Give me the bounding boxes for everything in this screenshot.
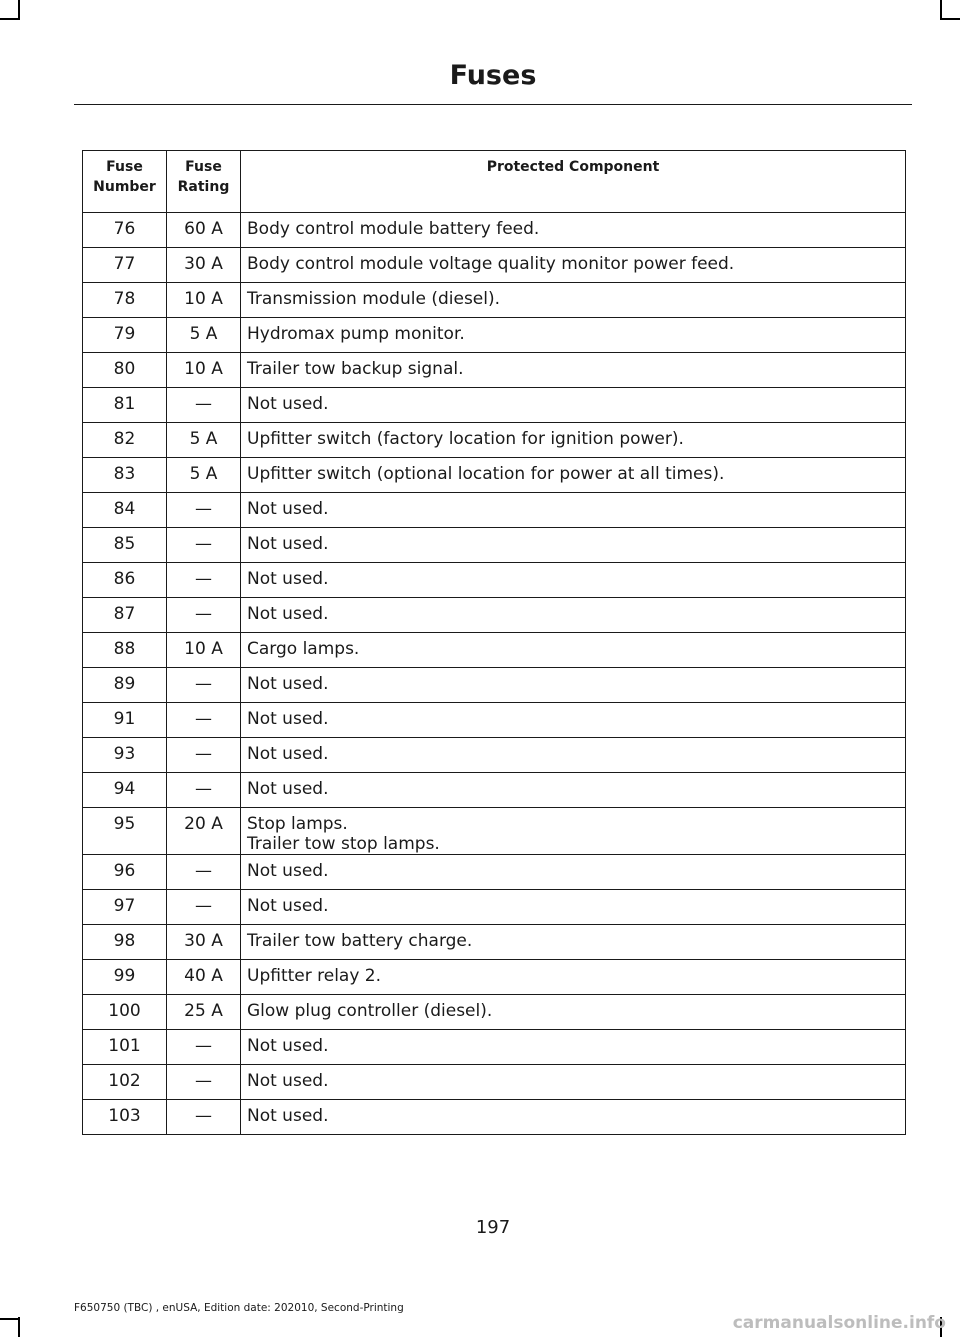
fuse-number-cell: 101 [83,1030,167,1065]
table-row [83,995,906,1030]
fuse-rating-cell: — [167,703,241,738]
fuse-number-cell: 88 [83,633,167,668]
protected-component-cell: Not used. [241,1030,906,1065]
table-row [83,213,906,248]
fuse-number-cell: 98 [83,925,167,960]
table-row [83,925,906,960]
fuse-number-cell: 86 [83,563,167,598]
protected-component-cell: Hydromax pump monitor. [241,318,906,353]
protected-component-cell: Upfitter switch (factory location for ignition power). [241,423,906,458]
fuse-rating-cell: 10 A [167,353,241,388]
table-row [83,808,906,855]
fuse-rating-cell: 5 A [167,318,241,353]
table-row [83,890,906,925]
fuse-number-cell: 96 [83,855,167,890]
fuse-rating-cell: — [167,493,241,528]
fuse-rating-cell: 60 A [167,213,241,248]
fuse-number-cell: 89 [83,668,167,703]
protected-component-cell: Not used. [241,563,906,598]
table-row [83,738,906,773]
table-row [83,388,906,423]
edition-footer: F650750 (TBC) , enUSA, Edition date: 202010, Second-Printing [74,1302,404,1314]
crop-mark-top-left-v [18,0,20,20]
fuse-rating-cell: — [167,1030,241,1065]
table-row [83,563,906,598]
crop-mark-top-right-h [940,18,960,20]
table-row [83,283,906,318]
table-row [83,423,906,458]
table-row [83,855,906,890]
protected-component-cell: Not used. [241,773,906,808]
protected-component-cell: Body control module voltage quality monitor power feed. [241,248,906,283]
fuse-number-cell: 79 [83,318,167,353]
title-divider [74,104,912,105]
protected-component-cell: Not used. [241,1100,906,1135]
protected-component-cell: Upfitter switch (optional location for power at all times). [241,458,906,493]
fuse-rating-cell: 5 A [167,458,241,493]
protected-component-cell: Not used. [241,738,906,773]
fuse-rating-cell: — [167,388,241,423]
crop-mark-top-right-v [940,0,942,20]
fuse-number-cell: 102 [83,1065,167,1100]
fuse-number-cell: 97 [83,890,167,925]
fuse-rating-cell: 40 A [167,960,241,995]
table-row [83,960,906,995]
table-row [83,528,906,563]
fuse-rating-cell: — [167,773,241,808]
fuse-rating-cell: — [167,890,241,925]
fuse-rating-cell: 10 A [167,283,241,318]
fuse-number-cell: 80 [83,353,167,388]
fuse-number-cell: 94 [83,773,167,808]
table-row [83,633,906,668]
protected-component-cell: Not used. [241,855,906,890]
protected-component-cell: Not used. [241,1065,906,1100]
protected-component-cell: Body control module battery feed. [241,213,906,248]
table-row [83,353,906,388]
protected-component-cell: Stop lamps. Trailer tow stop lamps. [241,808,906,855]
table-row [83,318,906,353]
table-row [83,1030,906,1065]
fuse-number-cell: 84 [83,493,167,528]
table-header-row [83,151,906,213]
page-title: Fuses [449,60,537,91]
fuse-rating-cell: 20 A [167,808,241,855]
fuse-number-cell: 91 [83,703,167,738]
watermark: carmanualsonline.info [732,1313,946,1333]
fuse-rating-cell: — [167,528,241,563]
protected-component-cell: Not used. [241,388,906,423]
protected-component-cell: Transmission module (diesel). [241,283,906,318]
fuse-number-cell: 81 [83,388,167,423]
table-row [83,458,906,493]
crop-mark-top-left-h [0,18,20,20]
table-row [83,703,906,738]
protected-component-cell: Trailer tow backup signal. [241,353,906,388]
fuse-rating-cell: 30 A [167,248,241,283]
table-row [83,493,906,528]
fuse-rating-cell: — [167,598,241,633]
protected-component-cell: Trailer tow battery charge. [241,925,906,960]
table-row [83,598,906,633]
fuse-rating-cell: — [167,563,241,598]
table-row [83,773,906,808]
table-row [83,668,906,703]
header-fuse-rating: Fuse Rating [167,151,241,213]
fuse-table-body [83,213,906,1135]
fuse-number-cell: 85 [83,528,167,563]
protected-component-cell: Upfitter relay 2. [241,960,906,995]
fuse-rating-cell: — [167,738,241,773]
fuse-rating-cell: 25 A [167,995,241,1030]
fuse-number-cell: 100 [83,995,167,1030]
fuse-rating-cell: — [167,668,241,703]
protected-component-cell: Glow plug controller (diesel). [241,995,906,1030]
crop-mark-bottom-left-h [0,1318,20,1320]
protected-component-cell: Not used. [241,668,906,703]
fuse-table [82,150,906,1135]
fuse-rating-cell: — [167,1065,241,1100]
fuse-number-cell: 87 [83,598,167,633]
fuse-number-cell: 76 [83,213,167,248]
protected-component-cell: Not used. [241,598,906,633]
fuse-number-cell: 99 [83,960,167,995]
fuse-number-cell: 78 [83,283,167,318]
protected-component-cell: Not used. [241,528,906,563]
protected-component-cell: Not used. [241,493,906,528]
fuse-number-cell: 95 [83,808,167,855]
protected-component-cell: Not used. [241,703,906,738]
fuse-number-cell: 83 [83,458,167,493]
fuse-number-cell: 77 [83,248,167,283]
table-row [83,1065,906,1100]
protected-component-cell: Not used. [241,890,906,925]
crop-mark-bottom-left-v [18,1317,20,1337]
fuse-number-cell: 93 [83,738,167,773]
fuse-number-cell: 82 [83,423,167,458]
fuse-rating-cell: — [167,855,241,890]
fuse-rating-cell: 10 A [167,633,241,668]
header-fuse-number: Fuse Number [83,151,167,213]
page-number: 197 [475,1217,511,1238]
fuse-number-cell: 103 [83,1100,167,1135]
header-protected-component: Protected Component [241,151,906,213]
fuse-rating-cell: — [167,1100,241,1135]
fuse-rating-cell: 30 A [167,925,241,960]
table-row [83,1100,906,1135]
fuse-rating-cell: 5 A [167,423,241,458]
protected-component-cell: Cargo lamps. [241,633,906,668]
table-row [83,248,906,283]
